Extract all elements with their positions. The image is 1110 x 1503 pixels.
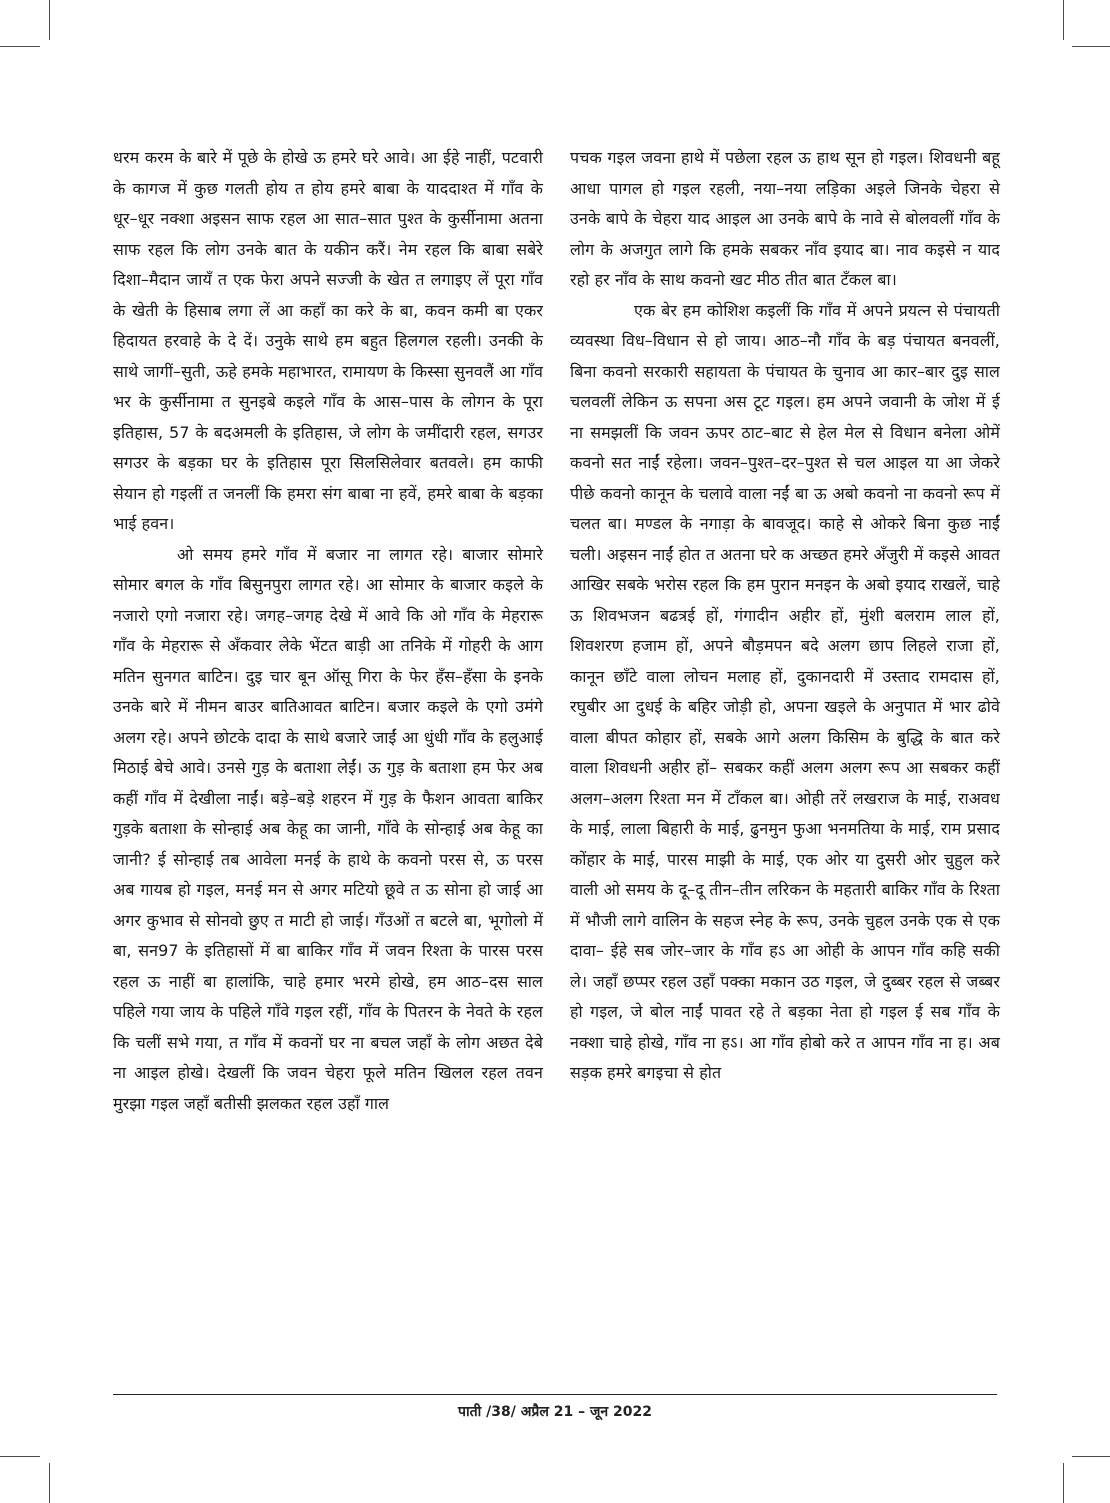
right-column xyxy=(570,143,1000,1089)
page-footer: पाती /38/ अप्रैल 21 – जून 2022 xyxy=(458,1404,652,1420)
crop-mark xyxy=(1063,0,1064,40)
crop-mark xyxy=(49,1463,50,1503)
paragraph: पचक गइल जवना हाथे में पछेला रहल ऊ हाथ सून हो गइल। शिवधनी बहू आधा पागल हो गइल रहली, नया–नया लड़िका अइले जिनके चेहरा से उनके बापे के चेहरा याद आइल आ उनके बापे के नावे से बोलवलीं गाँव के लोग के अजगुत लागे कि हमके सबकर नाँव इयाद बा। नाव कइसे न याद रहो हर नाँव के साथ कवनो खट मीठ तीत बात टँकल बा। xyxy=(570,148,1000,289)
left-column xyxy=(113,143,543,1119)
crop-mark xyxy=(49,0,50,40)
crop-mark xyxy=(1072,1456,1110,1457)
crop-mark xyxy=(1063,1463,1064,1503)
crop-mark xyxy=(0,46,40,47)
paragraph: एक बेर हम कोशिश कइलीं कि गाँव में अपने प्रयत्न से पंचायती व्यवस्था विध–विधान से हो जाय। आठ–नौ गाँव के बड़ पंचायत बनवलीं, बिना कवनो सरकारी सहायता के पंचायत के चुनाव आ कार–बार दुइ साल चलवलीं लेकिन ऊ सपना अस टूट गइल। हम अपने जवानी के जोश में ई ना समझलीं कि जवन ऊपर ठाट–बाट से हेल मेल से विधान बनेला ओमें कवनो सत नाईं रहेला। जवन–पुश्त–दर–पुश्त से चल आइल या आ जेकरे पीछे कवनो कानून के चलावे वाला नईं बा ऊ अबो कवनो ना कवनो रूप में चलत बा। मण्डल के नगाड़ा के बावजूद। काहे से ओकरे बिना कुछ नाईं चली। अइसन नाईं होत त अतना घरे क अच्छत हमरे अँजुरी में कइसे आवत आखिर सबके भरोस रहल कि हम पुरान मनइन के अबो इयाद राखलें, चाहे ऊ शिवभजन बढत्रई हों, गंगादीन अहीर हों, मुंशी बलराम लाल हों, शिवशरण हजाम हों, अपने बौड़मपन बदे अलग छाप लिहले राजा हों, कानून छाँटे वाला लोचन मलाह हों, दुकानदारी में उस्ताद रामदास हों, रघुबीर आ दुधई के बहिर जोड़ी हो, अपना खइले के अनुपात में भार ढोवे वाला बीपत कोहार हों, सबके आगे अलग किसिम के बुद्धि के बात करे वाला शिवधनी अहीर हों– सबकर कहीं अलग अलग रूप आ सबकर कहीं अलग–अलग रिश्ता मन में टाँकल बा। ओही तरें लखराज के माई, राअवध के माई, लाला बिहारी के माई, ढुनमुन फुआ भनमतिया के माई, राम प्रसाद कोंहार के माई, पारस माझी के माई, एक ओर या दुसरी ओर चुहुल करे वाली ओ समय के दू–दू तीन–तीन लरिकन के महतारी बाकिर गाँव के रिश्ता में भौजी लागे वालिन के सहज स्नेह के रूप, उनके चुहल उनके एक से एक दावा– ईहे सब जोर–जार के गाँव हऽ आ ओही के आपन गाँव कहि सकी ले। जहाँ छप्पर रहल उहाँ पक्का मकान उठ गइल, जे दुब्बर रहल से जब्बर हो गइल, जे बोल नाईं पावत रहे ते बड़का नेता हो गइल ई सब गाँव के नक्शा चाहे होखे, गाँव ना हऽ। आ गाँव होबो करे त आपन गाँव ना ह। अब सड़क हमरे बगइचा से होत xyxy=(570,300,1001,1082)
footer-divider xyxy=(113,1394,997,1395)
crop-mark xyxy=(0,1456,40,1457)
crop-mark xyxy=(1072,46,1110,47)
paragraph: धरम करम के बारे में पूछे के होखे ऊ हमरे घरे आवे। आ ईहे नाहीं, पटवारी के कागज में कुछ गलती होय त होय हमरे बाबा के याददाश्त में गाँव के धूर–धूर नक्शा अइसन साफ रहल आ सात–सात पुश्त के कुर्सीनामा अतना साफ रहल कि लोग उनके बात के यकीन करैं। नेम रहल कि बाबा सबेरे दिशा–मैदान जायँ त एक फेरा अपने सज्जी के खेत त लगाइए लें पूरा गाँव के खेती के हिसाब लगा लें आ कहाँ का करे के बा, कवन कमी बा एकर हिदायत हरवाहे के दे दें। उनुके साथे हम बहुत हिलगल रहली। उनकी के साथे जागीं–सुती, ऊहे हमके महाभारत, रामायण के किस्सा सुनवलैं आ गाँव भर के कुर्सीनामा त सुनइबे कइले गाँव के आस–पास के लोगन के पूरा इतिहास, 57 के बदअमली के इतिहास, जे लोग के जमींदारी रहल, सगउर सगउर के बड़का घर के इतिहास पूरा सिलसिलेवार बतवले। हम काफी सेयान हो गइलीं त जनलीं कि हमरा संग बाबा ना हवें, हमरे बाबा के बड़का भाई हवन। xyxy=(113,148,543,533)
paragraph: ओ समय हमरे गाँव में बजार ना लागत रहे। बाजार सोमारे सोमार बगल के गाँव बिसुनपुरा लागत रहे। आ सोमार के बाजार कइले के नजारो एगो नजारा रहे। जगह–जगह देखे में आवे कि ओ गाँव के मेहरारू गाँव के मेहरारू से अँकवार लेके भेंटत बाड़ी आ तनिके में गोहरी के आग मतिन सुनगत बाटिन। दुइ चार बून ऑसू गिरा के फेर हँस–हँसा के इनके उनके बारे में नीमन बाउर बातिआवत बाटिन। बजार कइले के एगो उमंगे अलग रहे। अपने छोटके दादा के साथे बजारे जाईं आ धुंधी गाँव के हलुआई मिठाई बेचे आवे। उनसे गुड़ के बताशा लेईं। ऊ गुड़ के बताशा हम फेर अब कहीं गाँव में देखीला नाईं। बड़े–बड़े शहरन में गुड़ के फैशन आवता बाकिर गुड़के बताशा के सोन्हाई अब केहू का जानी, गाँवे के सोन्हाई अब केहू का जानी? ई सोन्हाई तब आवेला मनई के हाथे के कवनो परस से, ऊ परस अब गायब हो गइल, मनई मन से अगर मटियो छूवे त ऊ सोना हो जाई आ अगर कुभाव से सोनवो छुए त माटी हो जाई। गँउओं त बटले बा, भूगोलो में बा, सन97 के इतिहासों में बा बाकिर गाँव में जवन रिश्ता के पारस परस रहल ऊ नाहीं बा हालांकि, चाहे हमार भरमे होखे, हम आठ–दस साल पहिले गया जाय के पहिले गाँवे गइल रहीं, गाँव के पितरन के नेवते के रहल कि चलीं सभे गया, त गाँव में कवनों घर ना बचल जहाँ के लोग अछत देबे ना आइल होखे। देखलीं कि जवन चेहरा फूले मतिन खिलल रहल तवन मुरझा गइल जहाँ बतीसी झलकत रहल उहाँ गाल xyxy=(113,544,543,1113)
